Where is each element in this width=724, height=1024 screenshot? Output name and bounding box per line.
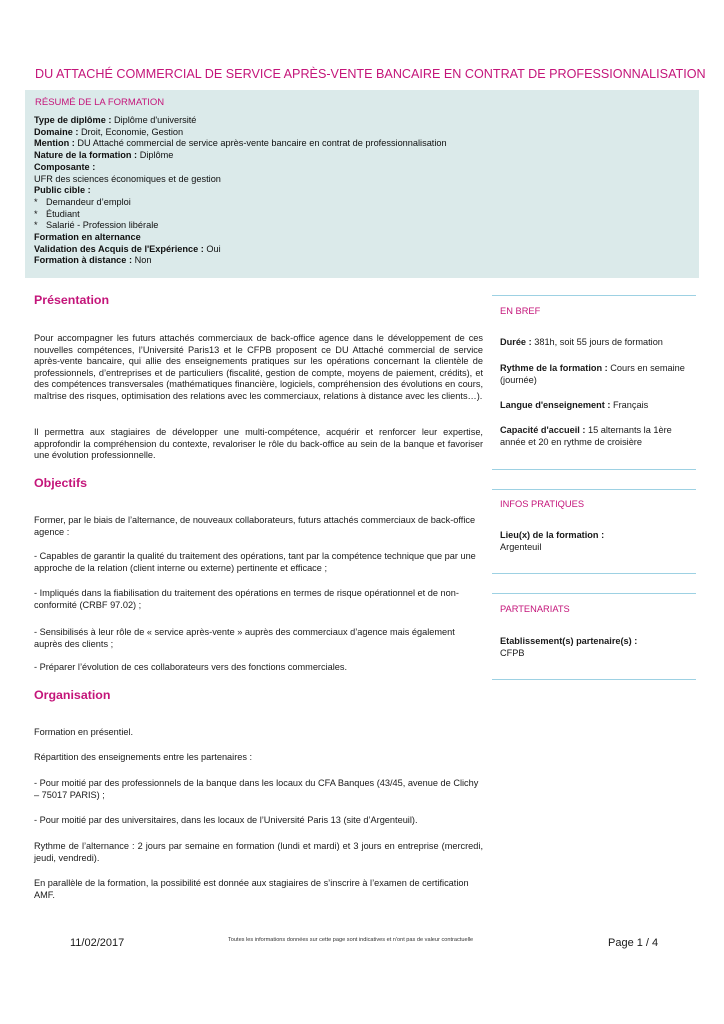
etablissement-label: Etablissement(s) partenaire(s) : <box>500 636 638 646</box>
en-bref-heading: EN BREF <box>500 306 541 316</box>
duree-item <box>500 337 690 349</box>
organisation-paragraph: - Pour moitié par des professionnels de la banque dans les locaux du CFA Banques (43/45, avenue de Clichy – 75017 PARIS) ; <box>34 778 479 800</box>
footer-disclaimer: Toutes les informations données sur cette page sont indicatives et n'ont pas de valeur contractuelle <box>228 937 474 943</box>
vae-label: Validation des Acquis de l'Expérience : <box>34 243 204 254</box>
summary-lines <box>34 115 447 267</box>
type-label: Type de diplôme : <box>34 115 112 125</box>
composante-value: UFR des sciences économiques et de gestion <box>34 173 221 184</box>
bullet: * <box>34 220 38 231</box>
composante-label: Composante : <box>34 161 96 172</box>
rythme-value: Cours en semaine (journée) <box>500 363 685 385</box>
public-item <box>34 220 447 232</box>
summary-type <box>34 115 447 127</box>
infos-pratiques-heading: INFOS PRATIQUES <box>500 499 585 509</box>
mention-value: DU Attaché commercial de service après-vente bancaire en contrat de professionnalisation <box>77 138 447 149</box>
summary-alternance <box>34 232 447 244</box>
langue-item <box>500 400 690 412</box>
bullet: * <box>34 208 38 219</box>
presentation-paragraph: Pour accompagner les futurs attachés commerciaux de back-office agence dans le développement de ces nouvelles compétences, l’Université Paris13 et le CFPB proposent ce DU Attaché commercial de service après-vente bancaire, qui allie des enseignements pratiques sur les opérations concernant la clientèle de professionnels, d’entreprises et de particuliers (fiscalité, gestion de compte, moyens de paiement, crédits), et des compétences transversales (mathématiques financière, logiciels, compréhension des évolutions en cours, maîtrise des risques, optimisation des relations avec les commerciaux, relations à distance avec les clients…). <box>34 333 483 401</box>
capacite-value: 15 alternants la 1ère année et 20 en rythme de croisière <box>500 425 672 447</box>
vae-value: Oui <box>206 243 221 254</box>
summary-box <box>25 90 699 278</box>
public-item-label: Étudiant <box>46 208 80 219</box>
mention-label: Mention : <box>34 138 75 149</box>
presentation-paragraph: Il permettra aux stagiaires de développer une multi-compétence, acquérir et renforcer leur expertise, approfondir la compréhension du contexte, revaloriser le rôle du back-office au sein de la banque et favoriser une évolution professionnelle. <box>34 427 483 461</box>
duree-label: Durée : <box>500 337 532 347</box>
summary-composante <box>34 162 447 174</box>
objectifs-paragraph: - Préparer l’évolution de ces collaborateurs vers des fonctions commerciales. <box>34 662 348 672</box>
objectifs-paragraph: - Sensibilisés à leur rôle de « service après-vente » auprès des commerciaux d’agence mais également auprès des clients ; <box>34 627 455 649</box>
summary-nature <box>34 150 447 162</box>
rythme-item <box>500 363 690 386</box>
objectifs-paragraph: - Capables de garantir la qualité du traitement des opérations, tant par la compétence technique que par une approche de la relation (client interne ou externe) pertinente et efficace ; <box>34 551 476 573</box>
sidebar-divider <box>492 679 696 680</box>
objectifs-heading: Objectifs <box>34 476 88 490</box>
footer-page-number: Page 1 / 4 <box>608 937 659 949</box>
presentation-heading: Présentation <box>34 293 110 307</box>
lieu-value: Argenteuil <box>500 541 542 552</box>
public-item <box>34 197 447 209</box>
public-item-label: Salarié - Profession libérale <box>46 220 159 231</box>
organisation-paragraph: Formation en présentiel. <box>34 727 134 737</box>
organisation-paragraph: En parallèle de la formation, la possibilité est donnée aux stagiaires de s’inscrire à l’examen de certification AMF. <box>34 878 469 900</box>
footer-date: 11/02/2017 <box>70 937 125 949</box>
objectifs-paragraph: Former, par le biais de l’alternance, de nouveaux collaborateurs, futurs attachés commerciaux de back-office agence : <box>34 515 476 537</box>
public-item-label: Demandeur d’emploi <box>46 196 131 207</box>
public-item <box>34 209 447 221</box>
alternance-label: Formation en alternance <box>34 232 141 243</box>
sidebar-divider <box>492 593 696 594</box>
bullet: * <box>34 196 38 207</box>
langue-value: Français <box>612 400 649 410</box>
objectifs-paragraph: - Impliqués dans la fiabilisation du traitement des opérations en termes de risque opérationnel et de non-conformité (CRBF 97.02) ; <box>34 588 459 610</box>
sidebar-divider <box>492 295 696 296</box>
sidebar-divider <box>492 573 696 574</box>
distance-value: Non <box>134 255 152 266</box>
lieu-item <box>500 530 690 553</box>
sidebar-divider <box>492 489 696 490</box>
domaine-value: Droit, Economie, Gestion <box>80 126 184 137</box>
capacite-label: Capacité d'accueil : <box>500 425 586 435</box>
etablissement-item <box>500 636 690 659</box>
distance-label: Formation à distance : <box>34 255 133 266</box>
duree-value: 381h, soit 55 jours de formation <box>534 337 663 347</box>
langue-label: Langue d'enseignement : <box>500 400 611 410</box>
lieu-label: Lieu(x) de la formation : <box>500 530 605 540</box>
type-value: Diplôme d'université <box>113 115 197 125</box>
nature-label: Nature de la formation : <box>34 150 138 161</box>
nature-value: Diplôme <box>139 150 174 161</box>
etablissement-value: CFPB <box>500 647 525 658</box>
capacite-item <box>500 425 690 448</box>
summary-public <box>34 185 447 197</box>
domaine-label: Domaine : <box>34 126 79 137</box>
summary-heading: RÉSUMÉ DE LA FORMATION <box>35 97 165 108</box>
organisation-paragraph: Répartition des enseignements entre les partenaires : <box>34 752 253 762</box>
summary-mention <box>34 138 447 150</box>
organisation-heading: Organisation <box>34 688 111 702</box>
public-label: Public cible : <box>34 185 91 196</box>
organisation-paragraph: Rythme de l’alternance : 2 jours par semaine en formation (lundi et mardi) et 3 jours en entreprise (mercredi, jeudi, vendredi). <box>34 841 483 863</box>
rythme-label: Rythme de la formation : <box>500 363 608 373</box>
summary-distance <box>34 255 447 267</box>
organisation-paragraph: - Pour moitié par des universitaires, dans les locaux de l’Université Paris 13 (site d’Argenteuil). <box>34 815 418 825</box>
summary-vae <box>34 244 447 256</box>
partenariats-heading: PARTENARIATS <box>500 604 570 614</box>
document-title: DU ATTACHÉ COMMERCIAL DE SERVICE APRÈS-VENTE BANCAIRE EN CONTRAT DE PROFESSIONNALISATION <box>35 67 706 81</box>
sidebar-divider <box>492 469 696 470</box>
summary-domaine <box>34 127 447 139</box>
